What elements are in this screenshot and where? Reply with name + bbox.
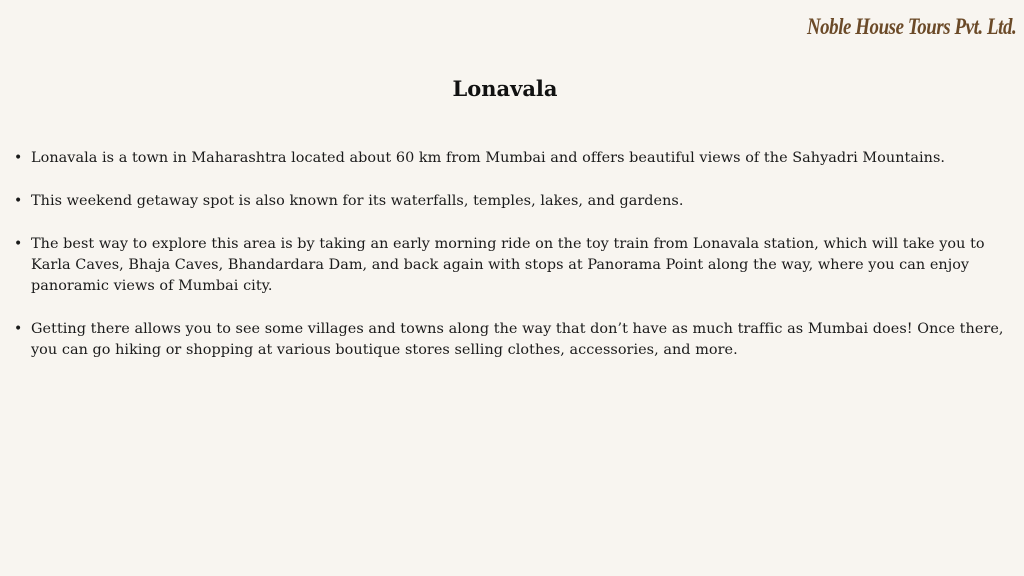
page-title: Lonavala — [452, 76, 558, 101]
bullet-item — [14, 148, 1012, 169]
bullet-icon: • — [14, 193, 23, 209]
bullet-item — [14, 191, 1012, 212]
bullet-icon: • — [14, 236, 23, 252]
bullet-text: Getting there allows you to see some villages and towns along the way that don’t have as much traffic as Mumbai does! Once there, you can go hiking or shopping at various boutique stores selling clothes, accessories, and more. — [31, 321, 1004, 358]
bullet-list — [14, 148, 1012, 383]
bullet-icon: • — [14, 150, 23, 166]
bullet-item — [14, 319, 1012, 361]
bullet-text: This weekend getaway spot is also known for its waterfalls, temples, lakes, and gardens. — [31, 193, 684, 209]
company-logo: Noble House Tours Pvt. Ltd. — [806, 14, 1016, 39]
bullet-text: The best way to explore this area is by taking an early morning ride on the toy train from Lonavala station, which will take you to Karla Caves, Bhaja Caves, Bhandardara Dam, and back again with stops at Panorama Point along the way, where you can enjoy panoramic views of Mumbai city. — [31, 236, 985, 294]
bullet-text: Lonavala is a town in Maharashtra located about 60 km from Mumbai and offers beautiful views of the Sahyadri Mountains. — [31, 150, 946, 166]
bullet-item — [14, 234, 1012, 297]
bullet-icon: • — [14, 321, 23, 337]
